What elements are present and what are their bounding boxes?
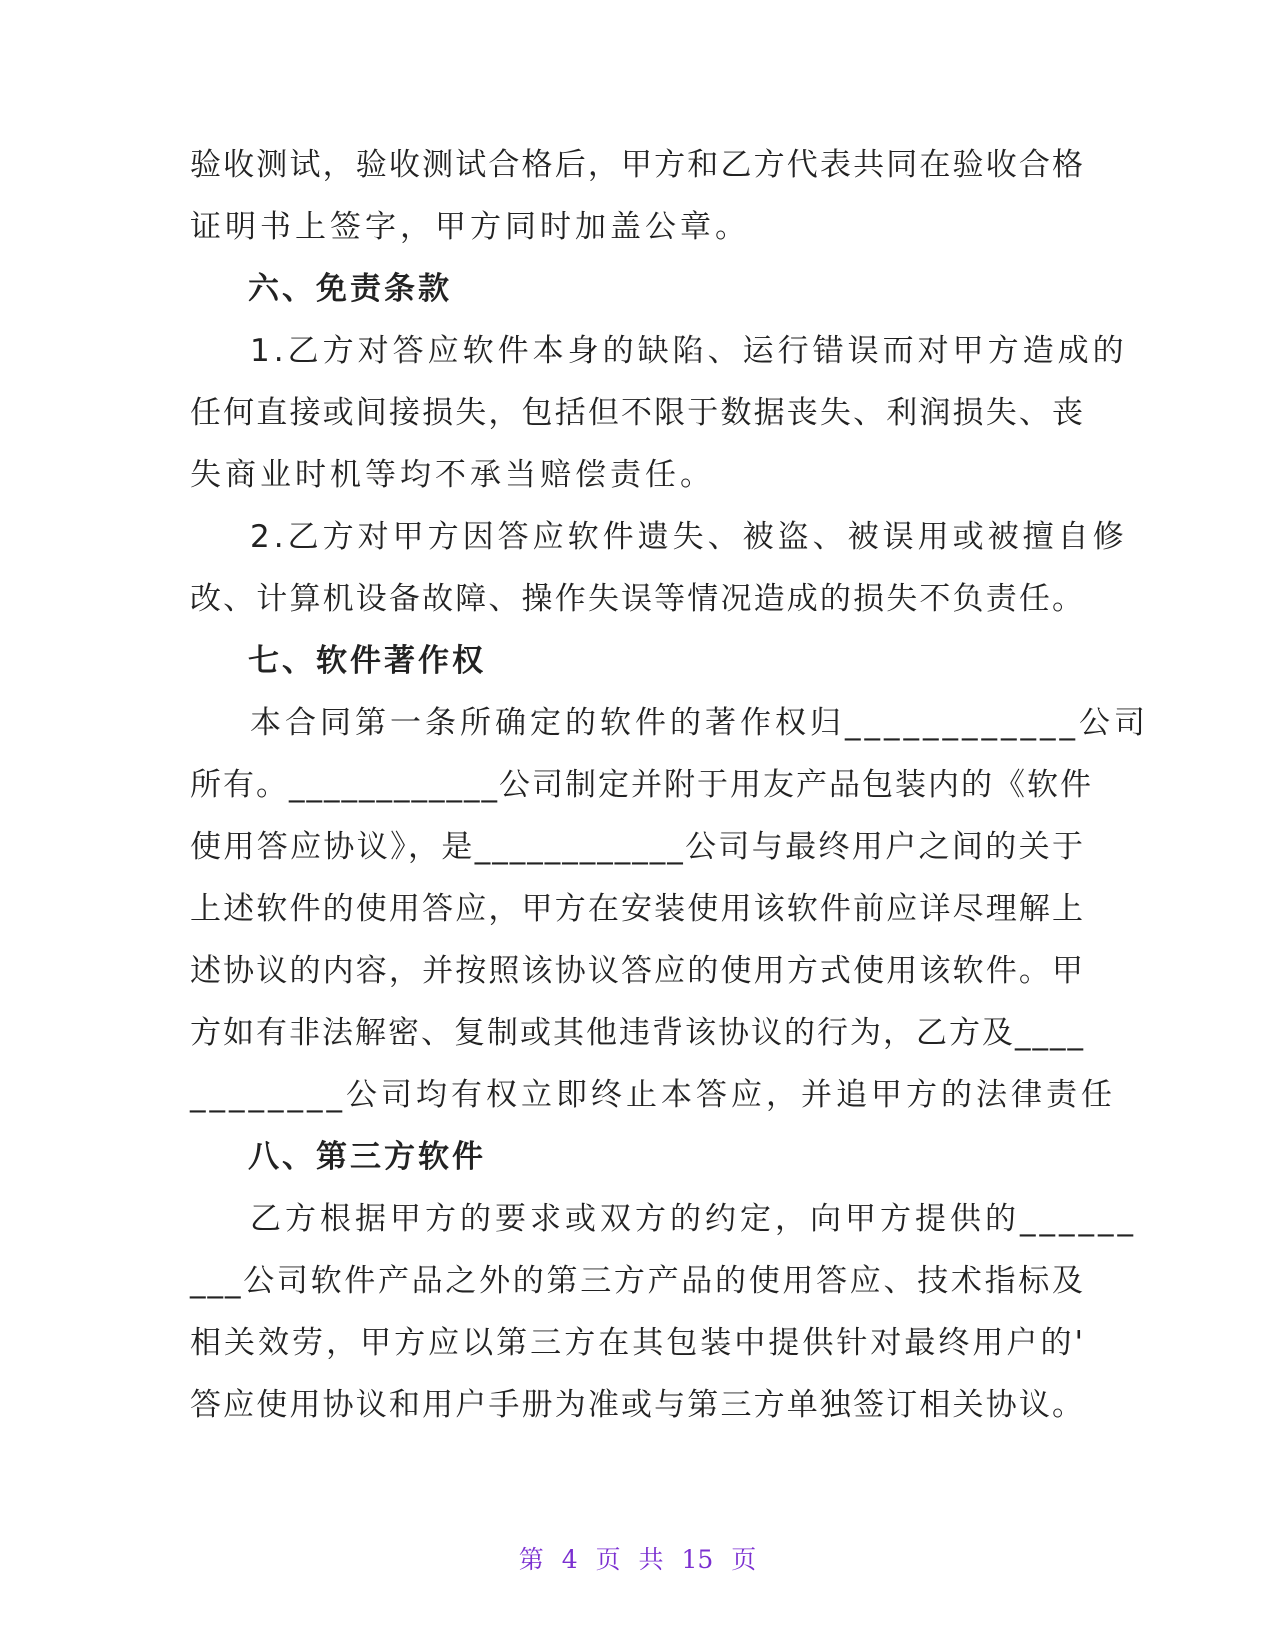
- body-text-line: 答应使用协议和用户手册为准或与第三方单独签订相关协议。: [190, 1387, 1085, 1423]
- body-text-line: 乙方根据甲方的要求或双方的约定，向甲方提供的______: [250, 1201, 1137, 1237]
- page-number-footer: 第 4 页 共 15 页: [518, 1545, 757, 1574]
- body-text-line: 相关效劳，甲方应以第三方在其包装中提供针对最终用户的': [190, 1325, 1085, 1361]
- body-text-line: 1.乙方对答应软件本身的缺陷、运行错误而对甲方造成的: [250, 333, 1128, 369]
- body-text-line: 证明书上签字，甲方同时加盖公章。: [190, 209, 750, 245]
- body-text-line: 任何直接或间接损失，包括但不限于数据丧失、利润损失、丧: [190, 395, 1085, 431]
- body-text-line: 失商业时机等均不承当赔偿责任。: [190, 457, 715, 493]
- section-heading: 八、第三方软件: [248, 1139, 486, 1175]
- body-text-line: 验收测试，验收测试合格后，甲方和乙方代表共同在验收合格: [190, 147, 1085, 183]
- body-text-line: 所有。____________公司制定并附于用友产品包装内的《软件: [190, 767, 1093, 803]
- body-text-line: 改、计算机设备故障、操作失误等情况造成的损失不负责任。: [190, 581, 1085, 617]
- body-text-line: 本合同第一条所确定的软件的著作权归____________公司: [250, 705, 1149, 741]
- body-text-line: 2.乙方对甲方因答应软件遗失、被盗、被误用或被擅自修: [250, 519, 1128, 555]
- section-heading: 六、免责条款: [248, 271, 452, 307]
- body-text-line: 述协议的内容，并按照该协议答应的使用方式使用该软件。甲: [190, 953, 1085, 989]
- body-text-line: 上述软件的使用答应，甲方在安装使用该软件前应详尽理解上: [190, 891, 1085, 927]
- body-text-line: 方如有非法解密、复制或其他违背该协议的行为，乙方及____: [190, 1015, 1085, 1051]
- body-text-line: ___公司软件产品之外的第三方产品的使用答应、技术指标及: [190, 1263, 1085, 1299]
- body-text-line: 使用答应协议》，是____________公司与最终用户之间的关于: [190, 829, 1085, 865]
- body-text-line: ________公司均有权立即终止本答应，并追甲方的法律责任: [190, 1077, 1116, 1113]
- section-heading: 七、软件著作权: [248, 643, 486, 679]
